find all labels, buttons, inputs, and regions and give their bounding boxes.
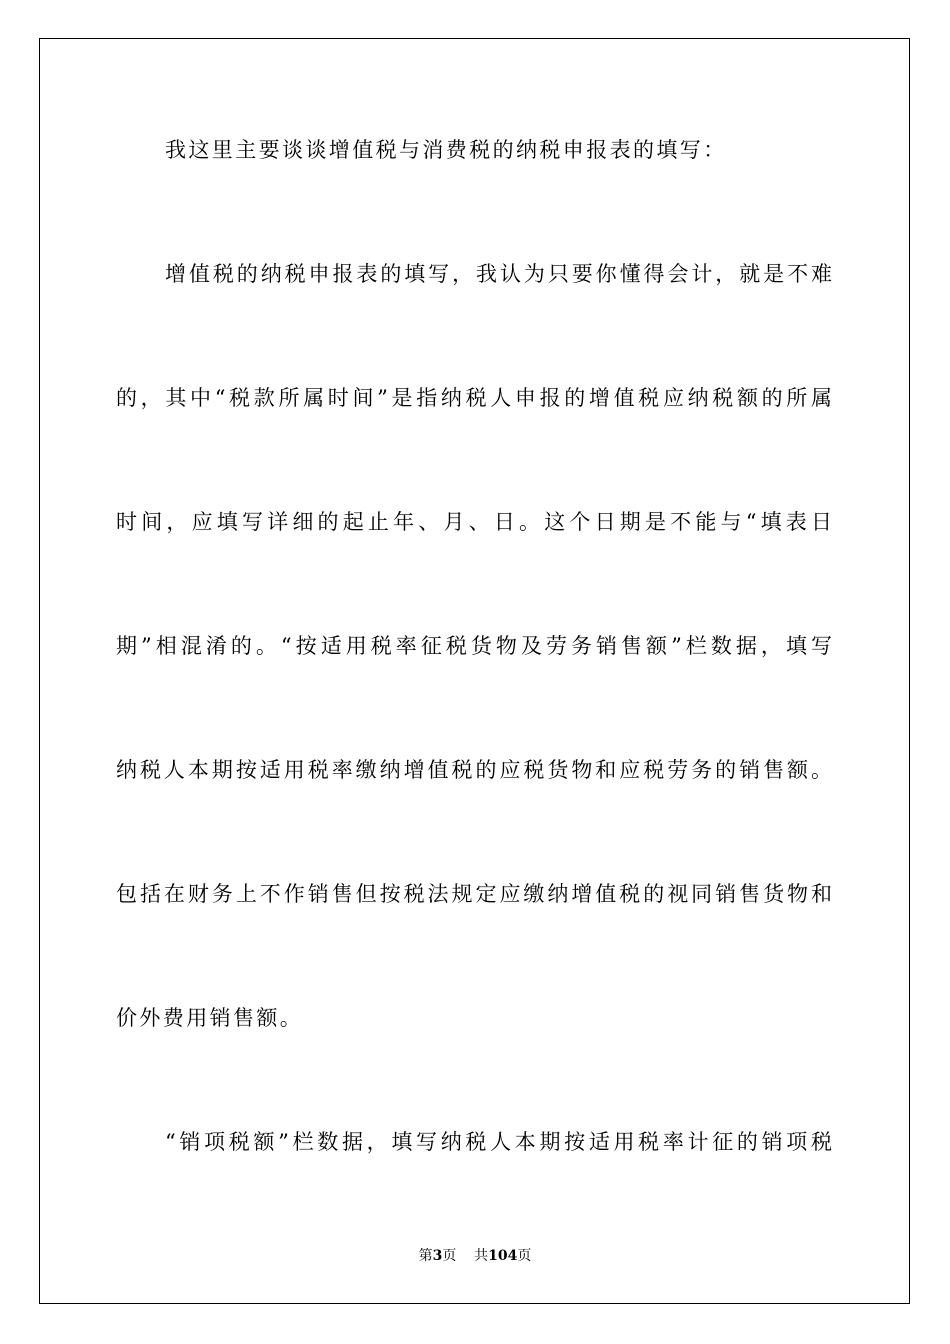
paragraph-line-9: “销项税额”栏数据，填写纳税人本期按适用税率计征的销项税 [165,1130,832,1154]
paragraph-line-2: 增值税的纳税申报表的填写，我认为只要你懂得会计，就是不难 [165,262,832,286]
paragraph-line-6: 纳税人本期按适用税率缴纳增值税的应税货物和应税劳务的销售额。 [116,758,832,782]
page-frame [39,38,910,1304]
paragraph-line-1: 我这里主要谈谈增值税与消费税的纳税申报表的填写： [165,138,727,162]
paragraph-line-7: 包括在财务上不作销售但按税法规定应缴纳增值税的视同销售货物和 [116,882,832,906]
paragraph-line-8: 价外费用销售额。 [116,1006,304,1030]
footer-page-prefix: 第 [418,1248,433,1264]
paragraph-line-3: 的，其中“税款所属时间”是指纳税人申报的增值税应纳税额的所属 [116,386,832,410]
footer-total-pages: 104 [488,1248,518,1264]
paragraph-line-4: 时间，应填写详细的起止年、月、日。这个日期是不能与“填表日 [116,510,832,534]
footer-total-prefix: 共 [474,1248,489,1264]
page-footer [0,1245,950,1265]
footer-page-number: 3 [432,1248,443,1264]
paragraph-line-5: 期”相混淆的。“按适用税率征税货物及劳务销售额”栏数据，填写 [116,634,832,658]
footer-page-suffix: 页 [442,1248,457,1264]
footer-total-suffix: 页 [517,1248,532,1264]
